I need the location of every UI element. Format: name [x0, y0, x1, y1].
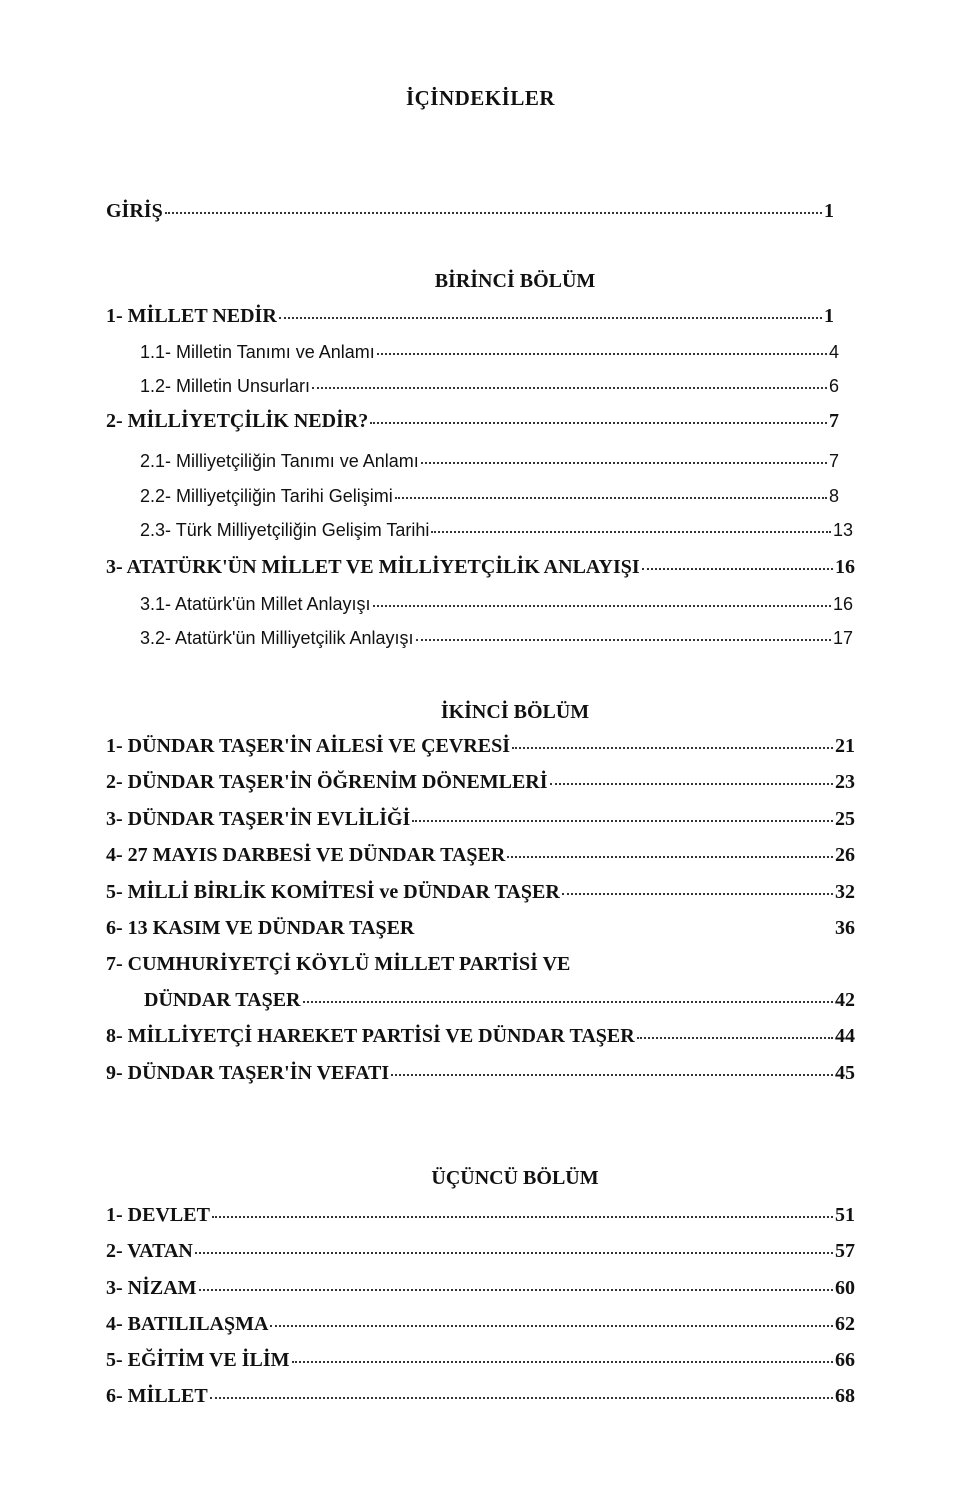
- toc-entry-label: 4- BATILILAŞMA: [106, 1313, 269, 1335]
- toc-entry[interactable]: [106, 305, 834, 328]
- page-title: İÇİNDEKİLER: [405, 86, 556, 110]
- toc-entry-label: 5- EĞİTİM VE İLİM: [106, 1349, 290, 1371]
- toc-entry-first-line[interactable]: 7- CUMHURİYETÇİ KÖYLÜ MİLLET PARTİSİ VE: [106, 953, 571, 975]
- toc-entry-page: 62: [835, 1313, 855, 1335]
- toc-entry[interactable]: [106, 1062, 855, 1085]
- dot-leader: [412, 820, 833, 822]
- toc-entry-page: 16: [835, 556, 855, 578]
- dot-leader: [512, 747, 833, 749]
- toc-entry-label: GİRİŞ: [106, 200, 163, 222]
- toc-entry[interactable]: [106, 1240, 855, 1263]
- toc-entry[interactable]: [106, 881, 855, 904]
- dot-leader: [279, 317, 822, 319]
- toc-entry-page: 17: [832, 628, 853, 648]
- dot-leader: [212, 1216, 833, 1218]
- toc-entry-label: 1- DEVLET: [106, 1204, 210, 1226]
- toc-entry-label: 1.2- Milletin Unsurları: [140, 376, 311, 396]
- dot-leader: [303, 1001, 833, 1003]
- toc-entry-label: 4- 27 MAYIS DARBESİ VE DÜNDAR TAŞER: [106, 844, 506, 866]
- section-heading-ucuncu: ÜÇÜNCÜ BÖLÜM: [431, 1167, 599, 1189]
- toc-entry-label: 3.1- Atatürk'ün Millet Anlayışı: [140, 594, 371, 614]
- toc-entry[interactable]: [106, 1277, 855, 1300]
- toc-entry-page: 42: [835, 989, 855, 1011]
- toc-entry-label: 2.2- Milliyetçiliğin Tarihi Gelişimi: [140, 486, 393, 506]
- dot-leader: [292, 1361, 833, 1363]
- toc-entry-page: 26: [835, 844, 855, 866]
- toc-entry-label: 2.3- Türk Milliyetçiliğin Gelişim Tarihi: [140, 520, 430, 540]
- toc-entry-label: 9- DÜNDAR TAŞER'İN VEFATI: [106, 1062, 390, 1084]
- toc-subentry[interactable]: [140, 342, 839, 363]
- toc-entry-label: 6- 13 KASIM VE DÜNDAR TAŞER: [106, 917, 415, 939]
- dot-leader: [312, 387, 827, 389]
- dot-leader: [195, 1252, 833, 1254]
- toc-entry-page: 57: [835, 1240, 855, 1262]
- toc-entry-label: DÜNDAR TAŞER: [144, 989, 301, 1011]
- toc-entry-page: 51: [835, 1204, 855, 1226]
- toc-entry-label: 3- NİZAM: [106, 1277, 197, 1299]
- dot-leader: [637, 1037, 833, 1039]
- toc-entry-page: 32: [835, 881, 855, 903]
- toc-entry-label: 1- MİLLET NEDİR: [106, 305, 277, 327]
- dot-leader: [431, 531, 831, 533]
- dot-leader: [416, 639, 831, 641]
- toc-entry[interactable]: [106, 556, 855, 579]
- dot-leader: [370, 422, 827, 424]
- toc-entry-page: 7: [828, 451, 839, 471]
- dot-leader: [550, 783, 833, 785]
- toc-subentry[interactable]: [140, 628, 853, 649]
- toc-entry-giris[interactable]: [106, 200, 834, 223]
- toc-entry[interactable]: [106, 735, 855, 758]
- dot-leader: [391, 1074, 833, 1076]
- section-heading-birinci: BİRİNCİ BÖLÜM: [434, 270, 596, 292]
- toc-entry-label: 3.2- Atatürk'ün Milliyetçilik Anlayışı: [140, 628, 414, 648]
- toc-entry-label: 2- DÜNDAR TAŞER'İN ÖĞRENİM DÖNEMLERİ: [106, 771, 548, 793]
- dot-leader: [642, 568, 833, 570]
- toc-entry-page: 23: [835, 771, 855, 793]
- toc-entry-page: 4: [828, 342, 839, 362]
- toc-entry-page: 45: [835, 1062, 855, 1084]
- dot-leader: [373, 605, 831, 607]
- toc-entry[interactable]: [106, 1313, 855, 1336]
- dot-leader: [270, 1325, 833, 1327]
- toc-entry[interactable]: [106, 1385, 855, 1408]
- toc-entry-page: 16: [832, 594, 853, 614]
- toc-entry-page: 1: [824, 305, 834, 327]
- toc-entry-page: 44: [835, 1025, 855, 1047]
- toc-entry[interactable]: [106, 1349, 855, 1372]
- toc-entry[interactable]: [106, 808, 855, 831]
- toc-subentry[interactable]: [140, 486, 839, 507]
- dot-leader: [377, 353, 827, 355]
- toc-entry-label: 5- MİLLİ BİRLİK KOMİTESİ ve DÜNDAR TAŞER: [106, 881, 560, 903]
- toc-entry-continuation[interactable]: [144, 989, 855, 1012]
- toc-entry-page: 66: [835, 1349, 855, 1371]
- dot-leader: [210, 1397, 833, 1399]
- toc-entry[interactable]: [106, 1025, 855, 1048]
- toc-entry-page: 7: [829, 410, 839, 432]
- toc-entry[interactable]: [106, 771, 855, 794]
- dot-leader: [562, 893, 833, 895]
- toc-subentry[interactable]: [140, 594, 853, 615]
- toc-entry-page: 1: [824, 200, 834, 222]
- toc-entry-page: 8: [828, 486, 839, 506]
- dot-leader: [395, 497, 827, 499]
- toc-entry-page: 60: [835, 1277, 855, 1299]
- toc-entry-page: 68: [835, 1385, 855, 1407]
- toc-entry[interactable]: [106, 410, 839, 433]
- toc-entry[interactable]: [106, 1204, 855, 1227]
- dot-leader: [421, 462, 827, 464]
- toc-entry[interactable]: [106, 844, 855, 867]
- toc-entry-page: 13: [832, 520, 853, 540]
- toc-entry-label: 1.1- Milletin Tanımı ve Anlamı: [140, 342, 375, 362]
- dot-leader: [507, 856, 833, 858]
- toc-entry-label: 6- MİLLET: [106, 1385, 208, 1407]
- toc-entry-label: 3- DÜNDAR TAŞER'İN EVLİLİĞİ: [106, 808, 411, 830]
- dot-leader: [165, 212, 822, 214]
- toc-entry-label: 1- DÜNDAR TAŞER'İN AİLESİ VE ÇEVRESİ: [106, 735, 510, 757]
- toc-entry-page: 6: [828, 376, 839, 396]
- toc-subentry[interactable]: [140, 520, 853, 541]
- toc-entry-page: 21: [835, 735, 855, 757]
- toc-entry-label: 2.1- Milliyetçiliğin Tanımı ve Anlamı: [140, 451, 419, 471]
- dot-leader: [199, 1289, 833, 1291]
- toc-entry-label: 8- MİLLİYETÇİ HAREKET PARTİSİ VE DÜNDAR TAŞER: [106, 1025, 635, 1047]
- toc-entry-label: 2- VATAN: [106, 1240, 193, 1262]
- toc-entry-page: 25: [835, 808, 855, 830]
- section-heading-ikinci: İKİNCİ BÖLÜM: [440, 701, 590, 723]
- toc-entry-page: 36: [835, 917, 855, 939]
- toc-subentry[interactable]: [140, 376, 839, 397]
- toc-subentry[interactable]: [140, 451, 839, 472]
- toc-entry-label: 3- ATATÜRK'ÜN MİLLET VE MİLLİYETÇİLİK ANLAYIŞI: [106, 556, 640, 578]
- toc-entry-label: 2- MİLLİYETÇİLİK NEDİR?: [106, 410, 369, 432]
- toc-entry[interactable]: [106, 917, 855, 940]
